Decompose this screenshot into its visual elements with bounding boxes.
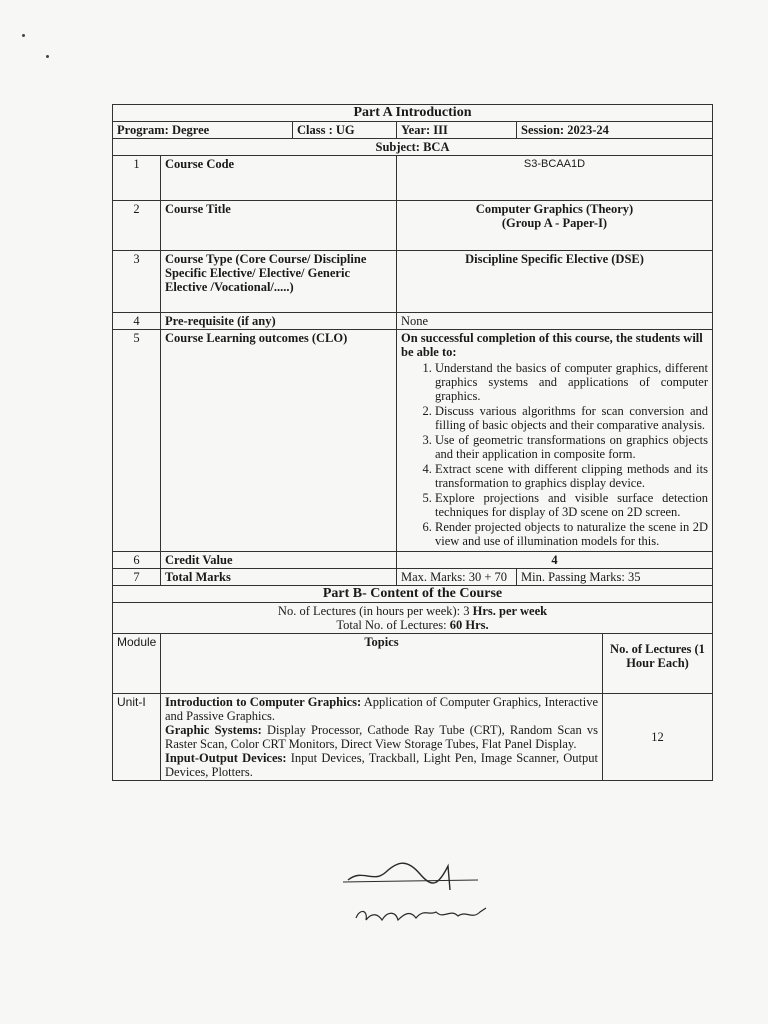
max-marks-value: Max. Marks: 30 + 70 [397, 569, 517, 586]
part-b-header-row [113, 586, 713, 603]
row-number: 6 [113, 552, 161, 569]
subject-row [113, 139, 713, 156]
session-cell: Session: 2023-24 [517, 122, 713, 139]
course-title-label: Course Title [161, 201, 397, 251]
course-type-value: Discipline Specific Elective (DSE) [397, 251, 713, 313]
unit-row [113, 694, 713, 781]
lectures-header: No. of Lectures (1 Hour Each) [603, 634, 713, 694]
row-number: 3 [113, 251, 161, 313]
prerequisite-label: Pre-requisite (if any) [161, 313, 397, 330]
clo-label: Course Learning outcomes (CLO) [161, 330, 397, 552]
clo-item: 2. Discuss various algorithms for scan conversion and filling of basic objects and their comparative analysis. [435, 404, 708, 432]
prerequisite-row [113, 313, 713, 330]
clo-list [401, 361, 708, 548]
course-code-value: S3-BCAA1D [397, 156, 713, 201]
row-number: 7 [113, 569, 161, 586]
content-header-row [113, 634, 713, 694]
lectures-info-row [113, 603, 713, 634]
clo-item: 6. Render projected objects to naturalize the scene in 2D view and use of illumination models for this. [435, 520, 708, 548]
lectures-per-week-label: No. of Lectures (in hours per week): 3 [277, 604, 470, 618]
unit-lectures: 12 [603, 694, 713, 781]
credit-label: Credit Value [161, 552, 397, 569]
program-row [113, 122, 713, 139]
module-header: Module [113, 634, 161, 694]
scan-speck [46, 55, 49, 58]
program-cell: Program: Degree [113, 122, 293, 139]
credit-value: 4 [397, 552, 713, 569]
course-code-row [113, 156, 713, 201]
course-title-value [397, 201, 713, 251]
scan-speck [22, 34, 25, 37]
course-code-label: Course Code [161, 156, 397, 201]
topic-body: Input Devices, Trackball, Light Pen, Image Scanner, Output Devices, Plotters. [165, 751, 599, 779]
class-cell: Class : UG [293, 122, 397, 139]
clo-item: 4. Extract scene with different clipping methods and its transformation to graphics display device. [435, 462, 708, 490]
topics-header: Topics [161, 634, 603, 694]
unit-module: Unit-I [113, 694, 161, 781]
clo-item: 3. Use of geometric transformations on graphics objects and their application in composite form. [435, 433, 708, 461]
row-number: 4 [113, 313, 161, 330]
handwritten-signature [338, 850, 508, 930]
syllabus-table [112, 104, 713, 781]
course-type-label: Course Type (Core Course/ Discipline Specific Elective/ Elective/ Generic Elective /Vocational/.....) [161, 251, 397, 313]
lectures-per-week-value: Hrs. per week [472, 604, 548, 618]
topic-heading: Input-Output Devices: [165, 751, 287, 765]
clo-row [113, 330, 713, 552]
part-a-header-row [113, 105, 713, 122]
clo-item: 1. Understand the basics of computer graphics, different graphics systems and applications of computer graphics. [435, 361, 708, 403]
topic-body: Display Processor, Cathode Ray Tube (CRT), Random Scan vs Raster Scan, Color CRT Monitors, Direct View Storage Tubes, Flat Panel Display. [165, 723, 598, 751]
min-marks-value: Min. Passing Marks: 35 [517, 569, 713, 586]
subject-cell: Subject: BCA [113, 139, 713, 156]
part-a-title: Part A Introduction [113, 105, 713, 122]
lectures-per-week [117, 604, 708, 618]
row-number: 1 [113, 156, 161, 201]
topic-intro [165, 695, 598, 723]
prerequisite-value: None [397, 313, 713, 330]
clo-value [397, 330, 713, 552]
topic-heading: Graphic Systems: [165, 723, 262, 737]
year-cell: Year: III [397, 122, 517, 139]
total-lectures [117, 618, 708, 632]
course-title-line1: Computer Graphics (Theory) [475, 202, 634, 216]
course-type-row [113, 251, 713, 313]
total-lectures-value: 60 Hrs. [449, 618, 489, 632]
row-number: 2 [113, 201, 161, 251]
row-number: 5 [113, 330, 161, 552]
course-title-line2: (Group A - Paper-I) [501, 216, 608, 230]
topic-io-devices [165, 751, 598, 779]
topic-body: Application of Computer Graphics, Interactive and Passive Graphics. [165, 695, 598, 723]
course-title-row [113, 201, 713, 251]
total-marks-label: Total Marks [161, 569, 397, 586]
clo-item: 5. Explore projections and visible surface detection techniques for display of 3D scene on 2D screen. [435, 491, 708, 519]
part-b-title: Part B- Content of the Course [113, 586, 713, 603]
credit-row [113, 552, 713, 569]
total-marks-row [113, 569, 713, 586]
topic-graphic-systems [165, 723, 598, 751]
clo-intro: On successful completion of this course, the students will be able to: [401, 331, 703, 359]
total-lectures-label: Total No. of Lectures: [336, 618, 447, 632]
lectures-info-cell [113, 603, 713, 634]
topic-heading: Introduction to Computer Graphics: [165, 695, 362, 709]
unit-topics [161, 694, 603, 781]
